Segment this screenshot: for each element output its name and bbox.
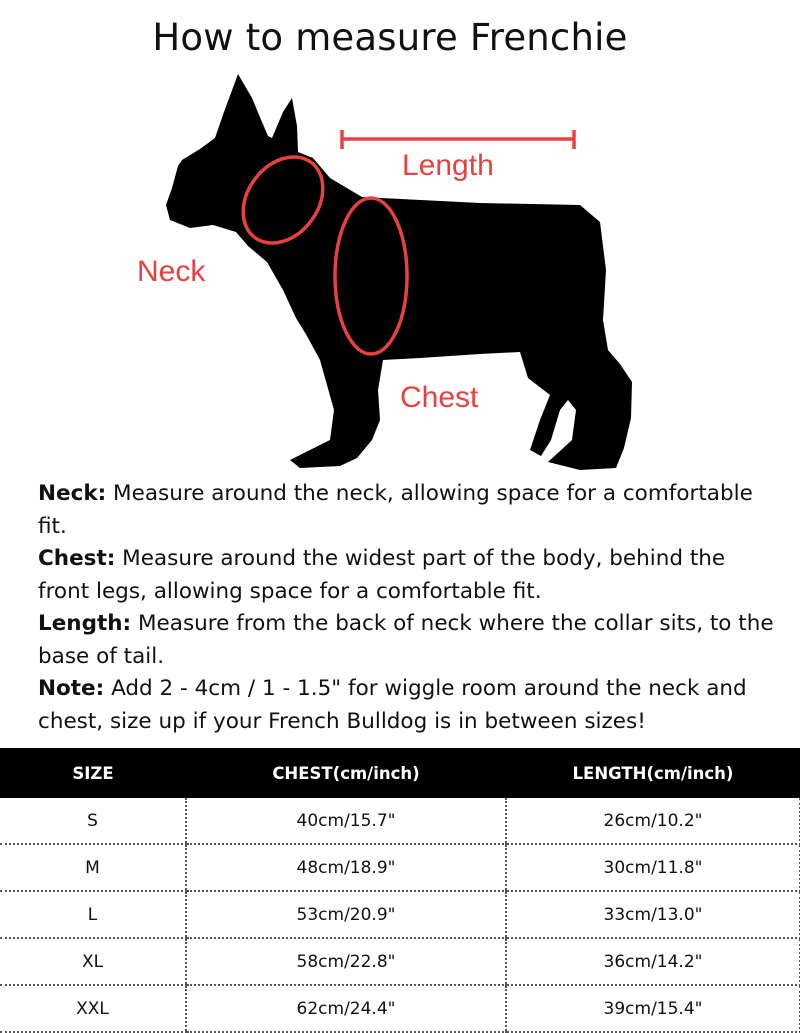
neck-label: Neck xyxy=(137,255,206,288)
cell-chest: 53cm/20.9" xyxy=(186,891,506,938)
table-row xyxy=(0,798,800,844)
table-row xyxy=(0,891,800,938)
size-chart-table xyxy=(0,748,800,1033)
cell-length: 30cm/11.8" xyxy=(506,844,800,891)
table-row xyxy=(0,938,800,985)
measurement-instructions xyxy=(38,478,778,738)
table-row xyxy=(0,844,800,891)
cell-length: 26cm/10.2" xyxy=(506,798,800,844)
cell-length: 33cm/13.0" xyxy=(506,891,800,938)
length-label: Length xyxy=(402,149,494,182)
cell-chest: 48cm/18.9" xyxy=(186,844,506,891)
header-length: LENGTH(cm/inch) xyxy=(506,748,800,798)
cell-size: L xyxy=(0,891,186,938)
cell-size: S xyxy=(0,798,186,844)
instruction-neck: Neck: Measure around the neck, allowing space for a comfortable fit. xyxy=(38,481,753,539)
cell-chest: 62cm/24.4" xyxy=(186,985,506,1032)
cell-size: XL xyxy=(0,938,186,985)
header-chest: CHEST(cm/inch) xyxy=(186,748,506,798)
page-title: How to measure Frenchie xyxy=(152,16,628,59)
table-row xyxy=(0,985,800,1032)
chest-label: Chest xyxy=(400,381,479,414)
cell-size: XXL xyxy=(0,985,186,1032)
cell-length: 39cm/15.4" xyxy=(506,985,800,1032)
instruction-chest: Chest: Measure around the widest part of the body, behind the front legs, allowing space for a comfortable fit. xyxy=(38,546,726,604)
cell-length: 36cm/14.2" xyxy=(506,938,800,985)
cell-chest: 58cm/22.8" xyxy=(186,938,506,985)
header-size: SIZE xyxy=(0,748,186,798)
cell-chest: 40cm/15.7" xyxy=(186,798,506,844)
instruction-note: Note: Add 2 - 4cm / 1 - 1.5" for wiggle room around the neck and chest, size up if your French Bulldog is in between sizes! xyxy=(38,676,747,734)
instruction-length: Length: Measure from the back of neck where the collar sits, to the base of tail. xyxy=(38,611,774,669)
table-header-row xyxy=(0,748,800,798)
french-bulldog-silhouette xyxy=(166,74,632,470)
length-indicator xyxy=(342,130,574,149)
cell-size: M xyxy=(0,844,186,891)
dog-measurement-diagram xyxy=(0,60,800,480)
